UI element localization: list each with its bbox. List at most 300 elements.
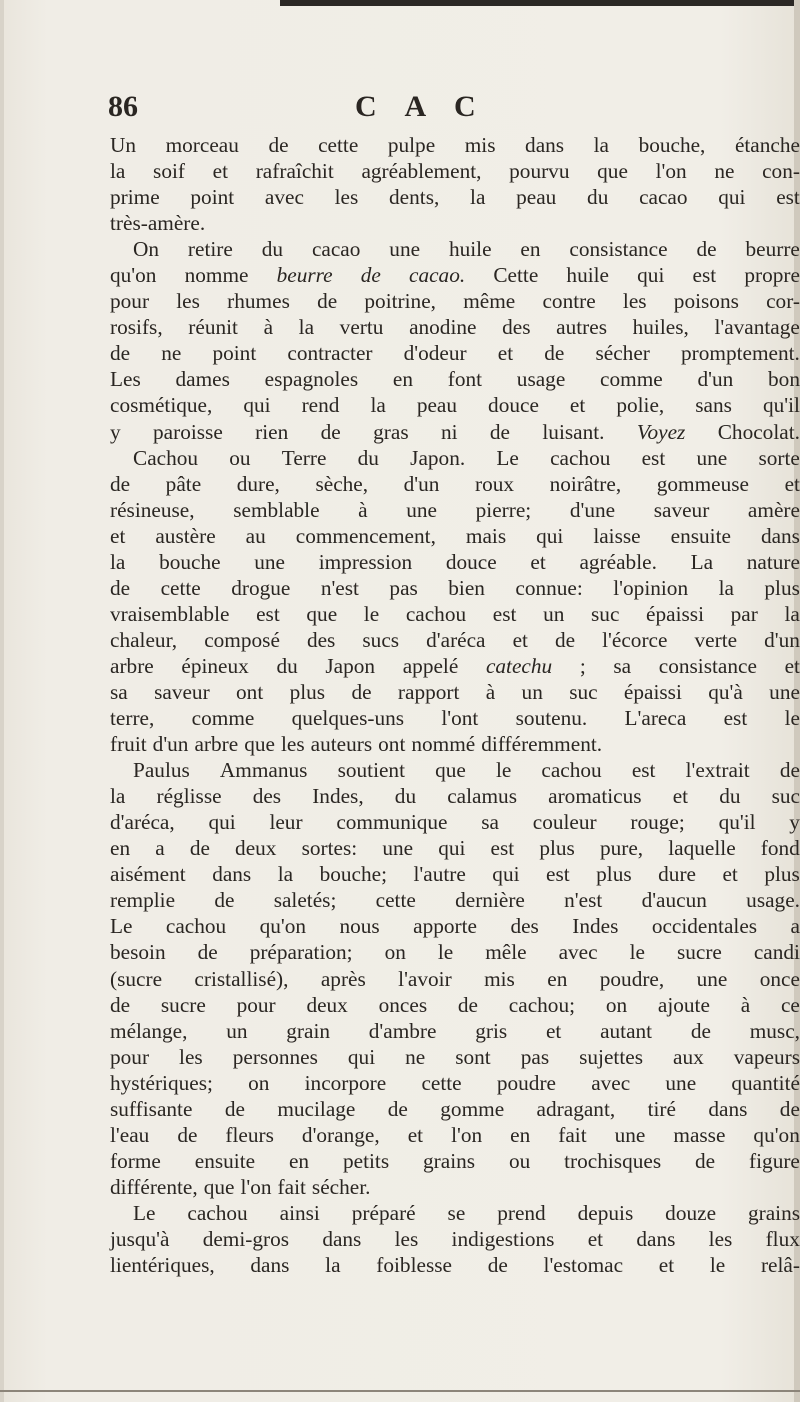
word: aisément bbox=[110, 862, 186, 887]
word: d'une bbox=[569, 497, 616, 522]
word: dans bbox=[250, 1253, 290, 1278]
word: une bbox=[696, 445, 728, 470]
word: roux bbox=[475, 471, 515, 496]
word: pour bbox=[110, 1044, 150, 1069]
word: comme bbox=[191, 706, 255, 731]
word: personnes bbox=[232, 1044, 318, 1069]
word: soutenu. bbox=[515, 706, 588, 731]
word: sorte bbox=[758, 445, 800, 470]
word: connue: bbox=[515, 575, 583, 600]
word: de bbox=[696, 237, 717, 262]
word: préparé bbox=[351, 1200, 416, 1225]
word: de bbox=[177, 1122, 198, 1147]
word: occidentales bbox=[651, 914, 758, 939]
word: La bbox=[690, 549, 714, 574]
word: dans bbox=[322, 1226, 362, 1251]
word: qu'il bbox=[718, 810, 756, 835]
word: gommeuse bbox=[656, 471, 749, 496]
word: Un bbox=[110, 133, 137, 157]
text-line bbox=[110, 236, 800, 262]
word: tiré bbox=[647, 1096, 676, 1121]
word: sans bbox=[695, 393, 732, 418]
word: quelques-uns bbox=[291, 706, 405, 731]
word: différemment. bbox=[481, 732, 603, 757]
text-line bbox=[110, 184, 800, 210]
word: besoin bbox=[110, 940, 166, 965]
word: pourvu bbox=[509, 159, 570, 184]
word: suc bbox=[591, 601, 620, 626]
word: et bbox=[784, 471, 800, 496]
word: fait bbox=[277, 1174, 306, 1199]
word: de bbox=[487, 1253, 508, 1278]
word: pas bbox=[520, 1044, 550, 1069]
word: calamus bbox=[447, 784, 517, 809]
text-line bbox=[110, 497, 800, 523]
word: mêle bbox=[485, 940, 527, 965]
word: la bbox=[110, 784, 126, 809]
word: cacao bbox=[639, 185, 688, 210]
word: poisons bbox=[673, 289, 739, 314]
word: les bbox=[394, 1226, 419, 1251]
word: le bbox=[495, 758, 512, 783]
word: le bbox=[784, 706, 800, 731]
word: morceau bbox=[165, 133, 239, 157]
word: en bbox=[520, 237, 541, 262]
word: le bbox=[437, 940, 454, 965]
word: la bbox=[110, 159, 126, 184]
word: l'écorce bbox=[602, 627, 668, 652]
word: que bbox=[244, 732, 275, 757]
text-line bbox=[110, 132, 800, 158]
text-line bbox=[110, 913, 800, 939]
word: Paulus bbox=[133, 758, 190, 783]
word: vapeurs bbox=[733, 1044, 800, 1069]
text-line bbox=[110, 757, 800, 783]
word: cette bbox=[421, 1070, 462, 1095]
text-line bbox=[110, 1122, 800, 1148]
word: avec bbox=[591, 1070, 631, 1095]
word: commencement, bbox=[295, 523, 436, 548]
word: les bbox=[708, 1226, 733, 1251]
word: font bbox=[447, 367, 483, 392]
text-line bbox=[110, 210, 800, 236]
word: en bbox=[547, 966, 568, 991]
word: à bbox=[485, 679, 496, 704]
word: et bbox=[497, 341, 514, 366]
word: de bbox=[544, 341, 565, 366]
text-line bbox=[110, 419, 800, 445]
word: est bbox=[631, 758, 656, 783]
word: usage. bbox=[746, 888, 800, 913]
word: point bbox=[212, 341, 257, 366]
word: figure bbox=[749, 1148, 800, 1173]
word: la bbox=[784, 601, 800, 626]
word: gomme bbox=[440, 1096, 505, 1121]
word: une bbox=[382, 836, 414, 861]
word: les bbox=[176, 289, 200, 314]
word: y bbox=[789, 810, 800, 835]
word: de bbox=[489, 419, 511, 444]
word: du bbox=[357, 445, 379, 470]
word: d'un bbox=[697, 367, 734, 392]
text-line bbox=[110, 992, 800, 1018]
word: une bbox=[769, 679, 800, 704]
word: un bbox=[543, 601, 565, 626]
word: bouche, bbox=[638, 133, 706, 157]
word: con- bbox=[762, 159, 800, 184]
word: sa bbox=[613, 653, 632, 678]
word: pure, bbox=[599, 836, 644, 861]
text-line bbox=[110, 288, 800, 314]
word: cor- bbox=[766, 289, 800, 314]
word: la bbox=[277, 862, 294, 887]
word: l'autre bbox=[413, 862, 466, 887]
word: qui bbox=[718, 185, 746, 210]
word: avec bbox=[264, 185, 304, 210]
word: Chocolat. bbox=[717, 419, 800, 444]
word: Terre bbox=[281, 445, 327, 470]
word: agréable. bbox=[579, 549, 657, 574]
word: fait bbox=[558, 1122, 587, 1147]
word: de bbox=[457, 992, 479, 1017]
word: y bbox=[110, 419, 121, 444]
word: relâ- bbox=[760, 1253, 800, 1278]
word: de bbox=[214, 888, 235, 913]
word: l'eau bbox=[110, 1122, 150, 1147]
word: ni bbox=[440, 419, 458, 444]
word: un bbox=[521, 679, 543, 704]
word: de bbox=[317, 289, 338, 314]
word: dans bbox=[525, 133, 565, 157]
word: Le bbox=[496, 445, 519, 470]
word: différente, bbox=[110, 1174, 198, 1199]
word: cette bbox=[318, 133, 359, 157]
word: le bbox=[363, 601, 380, 626]
word: fond bbox=[760, 836, 800, 861]
word: pour bbox=[110, 289, 150, 314]
word: on bbox=[384, 940, 406, 965]
word: l'estomac bbox=[543, 1253, 624, 1278]
word: et bbox=[672, 784, 689, 809]
word: foiblesse bbox=[376, 1253, 452, 1278]
word: plus bbox=[539, 836, 575, 861]
word: du bbox=[276, 653, 298, 678]
word: hystériques; bbox=[110, 1070, 213, 1095]
word: candi bbox=[753, 940, 800, 965]
word: l'avantage bbox=[714, 315, 800, 340]
word: qui bbox=[438, 836, 466, 861]
word: catechu bbox=[485, 653, 553, 678]
word: de bbox=[690, 1018, 711, 1043]
text-line bbox=[110, 575, 800, 601]
word: des bbox=[510, 914, 539, 939]
word: du bbox=[394, 784, 417, 809]
text-line bbox=[110, 314, 800, 340]
word: le bbox=[629, 940, 645, 965]
word: dents, bbox=[389, 185, 440, 210]
word: plus bbox=[764, 575, 800, 600]
word: et bbox=[110, 523, 126, 548]
word: contracter bbox=[287, 341, 373, 366]
word: en bbox=[510, 1122, 531, 1147]
word: d'un bbox=[152, 732, 189, 757]
word: une bbox=[665, 1070, 697, 1095]
word: et bbox=[545, 1018, 562, 1043]
word: anodine bbox=[409, 315, 477, 340]
text-line bbox=[110, 1096, 800, 1122]
word: l'ont bbox=[441, 706, 479, 731]
word: vraisemblable bbox=[110, 601, 230, 626]
word: et bbox=[512, 627, 528, 652]
word: est bbox=[492, 601, 517, 626]
word: qu'il bbox=[762, 393, 800, 418]
word: aromaticus bbox=[548, 784, 642, 809]
word: L'areca bbox=[624, 706, 687, 731]
word: des bbox=[306, 627, 336, 652]
word: les bbox=[622, 289, 647, 314]
word: de bbox=[554, 627, 576, 652]
word: une bbox=[614, 1122, 646, 1147]
word: d'aréca bbox=[426, 627, 486, 652]
word: fruit bbox=[110, 732, 147, 757]
word: cachou bbox=[405, 601, 467, 626]
word: ce bbox=[780, 992, 800, 1017]
word: promptement. bbox=[681, 341, 800, 366]
word: laquelle bbox=[668, 836, 736, 861]
text-line bbox=[110, 783, 800, 809]
word: sucre bbox=[676, 940, 722, 965]
word: par bbox=[730, 601, 758, 626]
word: avec bbox=[558, 940, 598, 965]
word: la bbox=[110, 549, 126, 574]
word: dans bbox=[760, 523, 800, 548]
word: Les bbox=[110, 367, 141, 392]
word: l'avoir bbox=[398, 966, 452, 991]
word: sécher. bbox=[311, 1174, 371, 1199]
word: dames bbox=[175, 367, 230, 392]
word: soif bbox=[153, 159, 185, 184]
word: cette bbox=[160, 575, 201, 600]
word: rosifs, bbox=[110, 315, 163, 340]
word: remplie bbox=[110, 888, 176, 913]
word: huile bbox=[566, 263, 610, 288]
word: rien bbox=[255, 419, 289, 444]
word: rhumes bbox=[227, 289, 290, 314]
text-line bbox=[110, 523, 800, 549]
word: indigestions bbox=[451, 1226, 555, 1251]
word: de bbox=[320, 419, 341, 444]
word: saletés; bbox=[273, 888, 337, 913]
word: qu'à bbox=[708, 679, 743, 704]
word: comme bbox=[600, 367, 663, 392]
word: en bbox=[288, 1148, 310, 1173]
word: sa bbox=[110, 679, 128, 704]
word: la bbox=[470, 185, 486, 210]
word: quantité bbox=[731, 1070, 800, 1095]
word: d'odeur bbox=[403, 341, 467, 366]
word: communique bbox=[336, 810, 448, 835]
word: qu'on bbox=[110, 263, 157, 288]
word: est bbox=[723, 706, 748, 731]
text-line bbox=[110, 1174, 800, 1200]
word: nommé bbox=[411, 732, 476, 757]
word: masse bbox=[673, 1122, 726, 1147]
word: ont bbox=[378, 732, 406, 757]
word: once bbox=[759, 966, 800, 991]
text-line bbox=[110, 835, 800, 861]
word: drogue bbox=[231, 575, 291, 600]
word: Cachou bbox=[133, 445, 199, 470]
word: polie, bbox=[616, 393, 665, 418]
page-number: 86 bbox=[108, 90, 138, 123]
word: cacao. bbox=[409, 263, 466, 288]
page-edge-bottom bbox=[0, 1390, 800, 1392]
word: un bbox=[226, 1018, 248, 1043]
text-line bbox=[110, 627, 800, 653]
word: une bbox=[254, 549, 285, 574]
word: dernière bbox=[455, 888, 525, 913]
text-line bbox=[110, 887, 800, 913]
word: plus bbox=[596, 862, 632, 887]
word: cachou bbox=[541, 758, 602, 783]
word: sortes: bbox=[301, 836, 358, 861]
word: consistance bbox=[569, 237, 668, 262]
word: suc bbox=[771, 784, 800, 809]
word: une bbox=[389, 237, 421, 262]
word: sucre bbox=[160, 992, 206, 1017]
word: de bbox=[351, 679, 372, 704]
word: autres bbox=[556, 315, 607, 340]
word: que bbox=[435, 758, 466, 783]
word: épaissi bbox=[646, 601, 705, 626]
word: ne bbox=[714, 159, 735, 184]
word: lientériques, bbox=[110, 1253, 215, 1278]
word: pâte bbox=[165, 471, 202, 496]
word: même bbox=[463, 289, 516, 314]
word: cachou bbox=[550, 445, 611, 470]
word: de bbox=[110, 341, 131, 366]
word: de bbox=[695, 1148, 716, 1173]
word: est bbox=[641, 445, 666, 470]
page-edge-left bbox=[0, 0, 4, 1402]
running-head: C A C bbox=[355, 90, 487, 123]
text-line bbox=[110, 653, 800, 679]
word: l'extrait bbox=[685, 758, 750, 783]
word: semblable bbox=[233, 497, 320, 522]
word: grains bbox=[423, 1148, 476, 1173]
word: très-amère. bbox=[110, 211, 206, 236]
word: vertu bbox=[339, 315, 384, 340]
word: d'aréca, bbox=[110, 810, 175, 835]
word: (sucre bbox=[110, 966, 163, 991]
word: trochisques bbox=[564, 1148, 662, 1173]
word: rend bbox=[301, 393, 340, 418]
word: les bbox=[179, 1044, 203, 1069]
word: a bbox=[790, 914, 800, 939]
word: l'on bbox=[655, 159, 687, 184]
word: de bbox=[110, 575, 131, 600]
word: réglisse bbox=[156, 784, 222, 809]
word: plus bbox=[289, 679, 326, 704]
word: à bbox=[358, 497, 368, 522]
word: d'un bbox=[764, 627, 800, 652]
word: d'un bbox=[403, 471, 440, 496]
word: l'opinion bbox=[613, 575, 689, 600]
word: depuis bbox=[577, 1200, 634, 1225]
word: noirâtre, bbox=[549, 471, 622, 496]
word: mis bbox=[484, 966, 515, 991]
word: ajoute bbox=[657, 992, 710, 1017]
word: préparation; bbox=[249, 940, 353, 965]
word: qu'on bbox=[753, 1122, 800, 1147]
word: sont bbox=[455, 1044, 491, 1069]
text-line bbox=[110, 1200, 800, 1226]
word: cosmétique, bbox=[110, 393, 213, 418]
word: suffisante bbox=[110, 1096, 193, 1121]
word: on bbox=[605, 992, 628, 1017]
word: pulpe bbox=[387, 133, 436, 157]
word: d'ambre bbox=[368, 1018, 437, 1043]
word: austère bbox=[155, 523, 216, 548]
word: adragant, bbox=[536, 1096, 616, 1121]
word: luisant. bbox=[542, 419, 605, 444]
word: terre, bbox=[110, 706, 155, 731]
word: le bbox=[709, 1253, 726, 1278]
word: usage bbox=[516, 367, 566, 392]
word: demi-gros bbox=[202, 1226, 290, 1251]
word: impression bbox=[318, 549, 413, 574]
word: appelé bbox=[402, 653, 459, 678]
word: leur bbox=[269, 810, 303, 835]
word: ensuite bbox=[670, 523, 731, 548]
word: ainsi bbox=[279, 1200, 320, 1225]
word: espagnoles bbox=[264, 367, 359, 392]
text-line bbox=[110, 392, 800, 418]
word: mais bbox=[465, 523, 507, 548]
word: chaleur, bbox=[110, 627, 178, 652]
word: épaissi bbox=[623, 679, 682, 704]
word: est bbox=[256, 601, 280, 626]
word: d'orange, bbox=[301, 1122, 380, 1147]
word: cristallisé), bbox=[194, 966, 289, 991]
word: est bbox=[546, 862, 570, 887]
word: composé bbox=[204, 627, 280, 652]
word: après bbox=[320, 966, 366, 991]
word: de bbox=[360, 263, 381, 288]
word: suc bbox=[569, 679, 598, 704]
text-line bbox=[110, 1018, 800, 1044]
word: des bbox=[502, 315, 531, 340]
word: nature bbox=[746, 549, 800, 574]
word: la bbox=[298, 315, 315, 340]
word: bien bbox=[448, 575, 485, 600]
word: qui bbox=[208, 810, 236, 835]
word: grains bbox=[747, 1200, 800, 1225]
word: ne bbox=[161, 341, 182, 366]
word: aux bbox=[673, 1044, 704, 1069]
text-line bbox=[110, 1226, 800, 1252]
word: Japon. bbox=[410, 445, 466, 470]
top-rule bbox=[280, 0, 800, 6]
word: d'aucun bbox=[641, 888, 707, 913]
word: cachou bbox=[165, 914, 227, 939]
word: dure, bbox=[236, 471, 280, 496]
word: douze bbox=[665, 1200, 717, 1225]
word: et bbox=[407, 1122, 424, 1147]
word: mélange, bbox=[110, 1018, 188, 1043]
word: douce bbox=[445, 549, 497, 574]
word: a bbox=[155, 836, 165, 861]
